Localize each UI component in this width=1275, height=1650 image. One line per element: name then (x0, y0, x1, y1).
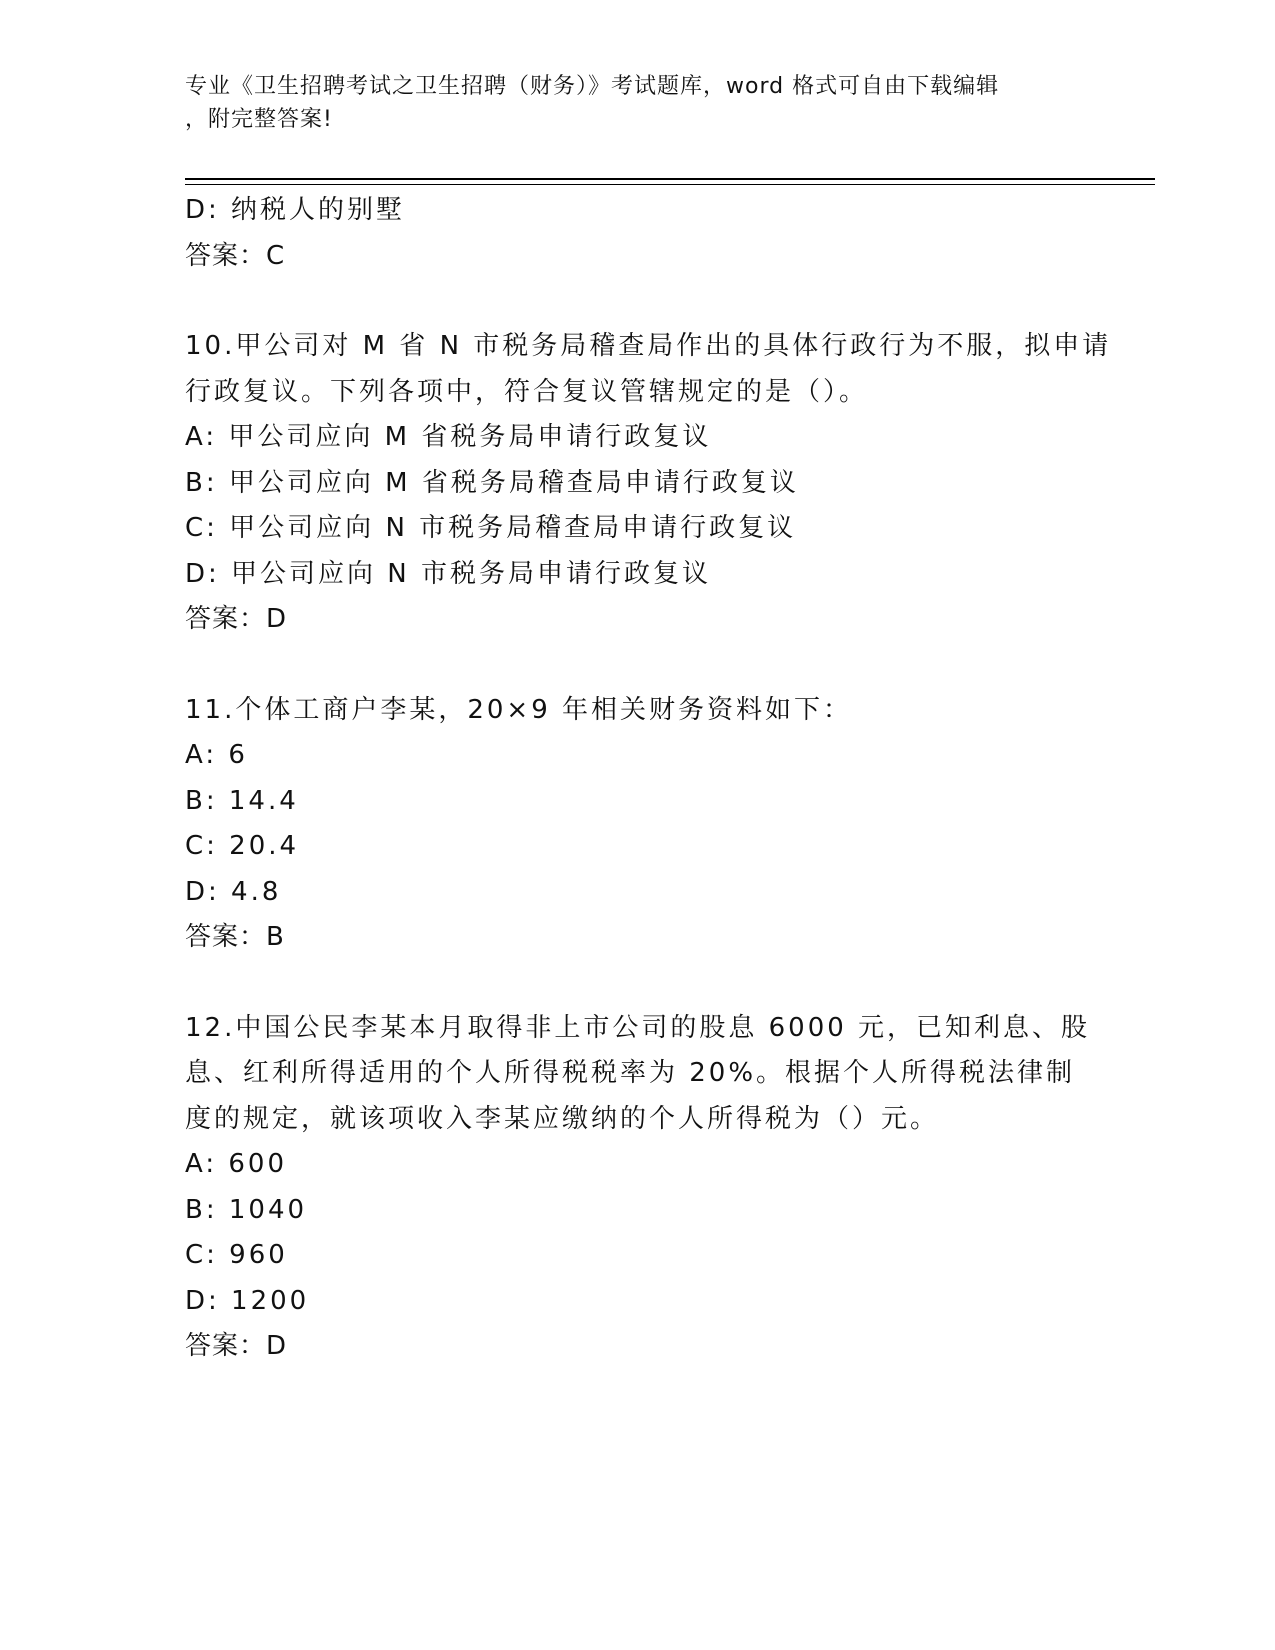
option-c: C: 20.4 (185, 831, 300, 861)
option-d: D: 1200 (185, 1285, 310, 1316)
option-a: A: 6 (185, 740, 248, 770)
option-a: A: 600 (185, 1149, 287, 1179)
previous-question-tail (185, 188, 1085, 279)
option-b: B: 14.4 (185, 785, 299, 816)
question-stem-line: 11.个体工商户李某，20×9 年相关财务资料如下： (185, 694, 853, 725)
answer: 答案：D (185, 1331, 288, 1361)
answer: 答案：D (185, 604, 288, 634)
question-11 (185, 688, 1085, 961)
question-stem-line: 行政复议。下列各项中，符合复议管辖规定的是（）。 (185, 376, 869, 407)
question-10 (185, 324, 1112, 643)
option-d: D: 纳税人的别墅 (185, 195, 406, 225)
answer: 答案：B (185, 922, 285, 952)
question-stem-line: 10.甲公司对 M 省 N 市税务局稽查局作出的具体行政行为不服，拟申请 (185, 331, 1112, 361)
option-b: B: 1040 (185, 1194, 308, 1225)
option-c: C: 甲公司应向 N 市税务局稽查局申请行政复议 (185, 513, 797, 543)
document-header (185, 70, 1065, 136)
option-d: D: 甲公司应向 N 市税务局申请行政复议 (185, 558, 712, 589)
question-list (185, 188, 1112, 1370)
option-a: A: 甲公司应向 M 省税务局申请行政复议 (185, 422, 712, 452)
option-c: C: 960 (185, 1240, 288, 1270)
answer: 答案：C (185, 240, 286, 271)
option-d: D: 4.8 (185, 876, 282, 907)
option-b: B: 甲公司应向 M 省税务局稽查局申请行政复议 (185, 467, 799, 498)
question-12 (185, 1006, 1091, 1370)
question-stem-line: 息、红利所得适用的个人所得税税率为 20%。根据个人所得税法律制 (185, 1058, 1076, 1088)
question-stem-line: 12.中国公民李某本月取得非上市公司的股息 6000 元，已知利息、股 (185, 1012, 1091, 1043)
header-line-2: ，附完整答案! (185, 107, 333, 132)
header-divider-thin (185, 184, 1155, 185)
question-stem-line: 度的规定，就该项收入李某应缴纳的个人所得税为（）元。 (185, 1103, 940, 1134)
header-line-1: 专业《卫生招聘考试之卫生招聘（财务）》考试题库，word 格式可自由下载编辑 (185, 74, 1000, 99)
header-divider-thick (185, 178, 1155, 180)
